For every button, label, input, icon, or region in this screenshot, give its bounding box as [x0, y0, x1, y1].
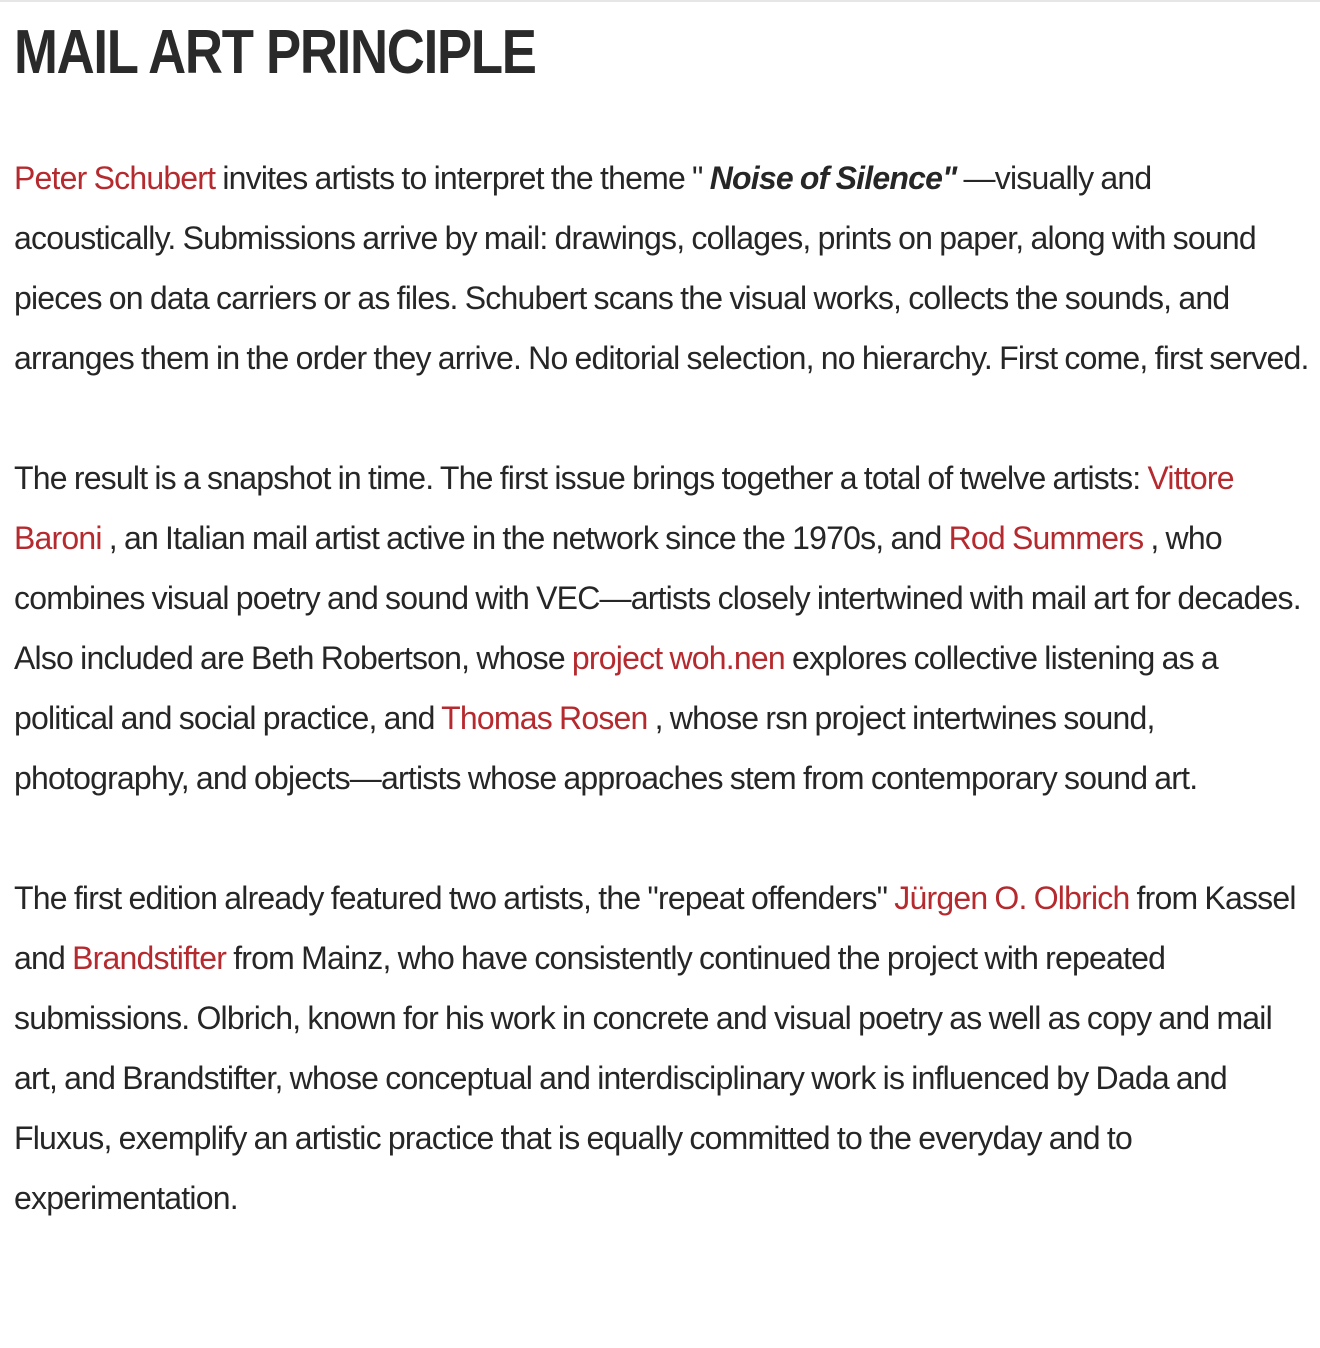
link-peter-schubert[interactable]: Peter Schubert	[14, 160, 216, 196]
link-juergen-olbrich[interactable]: Jürgen O. Olbrich	[894, 880, 1130, 916]
paragraph-text: invites artists to interpret the theme "	[215, 160, 710, 196]
paragraph-text: from Kassel and	[14, 880, 1296, 976]
paragraph-text: , who combines visual poetry and sound with VEC—artists closely intertwined with mail art for decades. Also included are Beth Robertson, whose	[14, 520, 1301, 676]
paragraph-text: —visually and acoustically. Submissions arrive by mail: drawings, collages, prints on paper, along with sound pieces on data carriers or as files. Schubert scans the visual works, collects the sounds, and arranges them in the order they arrive. No editorial selection, no hierarchy. First come, first served.	[14, 160, 1309, 376]
paragraph-text: , whose rsn project intertwines sound, photography, and objects—artists whose approaches stem from contemporary sound art.	[14, 700, 1198, 796]
link-thomas-rosen[interactable]: Thomas Rosen	[441, 700, 648, 736]
link-vittore-baroni[interactable]: Vittore Baroni	[14, 460, 1234, 556]
link-brandstifter[interactable]: Brandstifter	[72, 940, 227, 976]
link-rod-summers[interactable]: Rod Summers	[948, 520, 1144, 556]
paragraph-text: The first edition already featured two artists, the "repeat offenders"	[14, 880, 895, 916]
paragraph-text: The result is a snapshot in time. The first issue brings together a total of twelve artists:	[14, 460, 1148, 496]
paragraph-text: from Mainz, who have consistently continued the project with repeated submissions. Olbrich, known for his work in concrete and visual poetry as well as copy and mail art, and Brandstifter, whose conceptual and interdisciplinary work is influenced by Dada and Fluxus, exemplify an artistic practice that is equally committed to the everyday and to experimentation.	[14, 940, 1272, 1216]
paragraph-intro	[14, 148, 1312, 388]
article	[14, 0, 1312, 1228]
paragraph-repeat-offenders	[14, 868, 1312, 1228]
bottom-fade	[0, 1306, 1320, 1348]
page-title: MAIL ART PRINCIPLE	[14, 18, 536, 87]
link-project-wohnen[interactable]: project woh.nen	[571, 640, 785, 676]
paragraph-text: explores collective listening as a political and social practice, and	[14, 640, 1218, 736]
theme-title: Noise of Silence"	[709, 160, 957, 196]
paragraph-text: , an Italian mail artist active in the network since the 1970s, and	[101, 520, 949, 556]
paragraph-artists	[14, 448, 1312, 808]
